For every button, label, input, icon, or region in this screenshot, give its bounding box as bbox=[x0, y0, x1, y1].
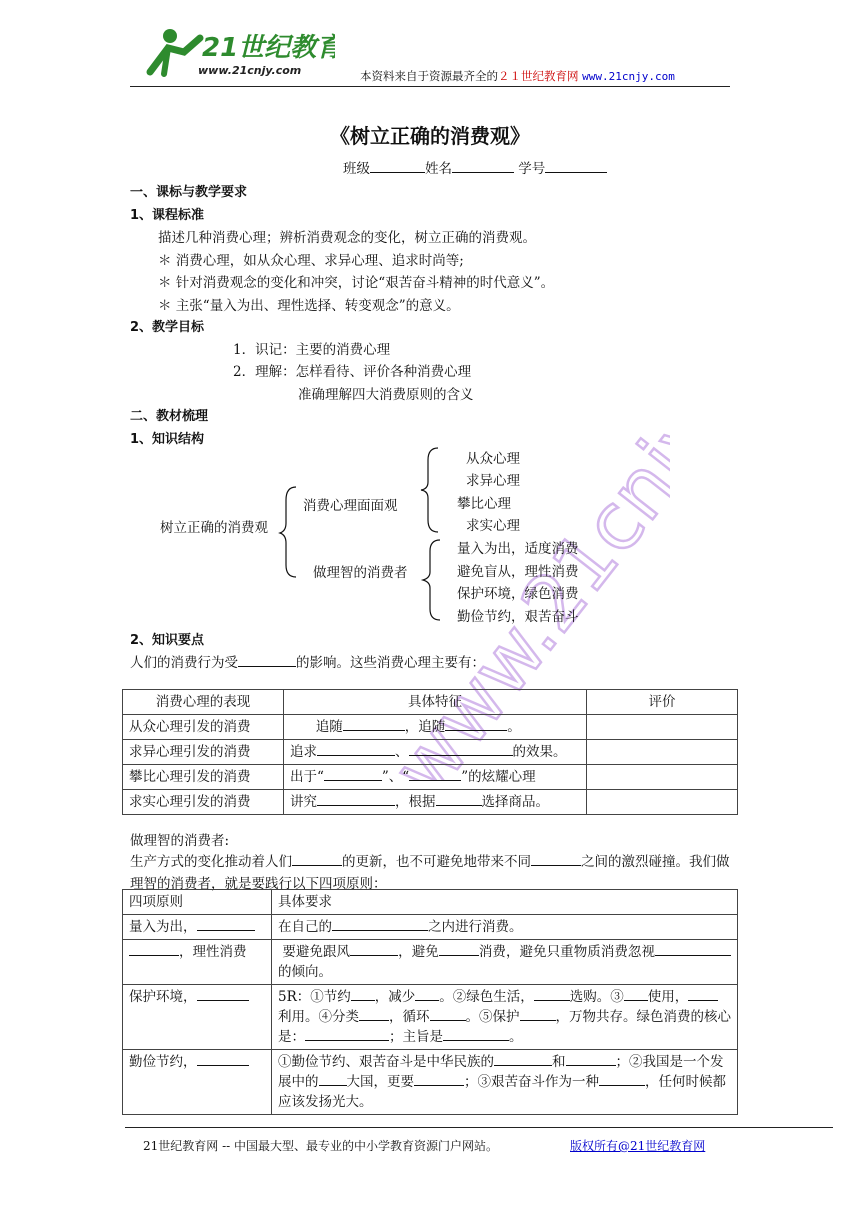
th-features: 具体特征 bbox=[284, 690, 587, 715]
text-part: ”的炫耀心理 bbox=[461, 769, 536, 785]
text-part: ，循环 bbox=[389, 1009, 430, 1025]
tree-b2-item-3: 保护环境，绿色消费 bbox=[457, 586, 579, 602]
tree-b1-item-3: 攀比心理 bbox=[457, 496, 511, 512]
knowledge-structure-heading: 1、知识结构 bbox=[130, 432, 205, 447]
row-features bbox=[284, 740, 587, 765]
text-part: ；②我国是一个发展中的 bbox=[278, 1054, 724, 1090]
blank[interactable] bbox=[436, 793, 482, 806]
text-part: 之内进行消费。 bbox=[428, 919, 523, 935]
name-blank[interactable] bbox=[452, 160, 514, 173]
intro-part-2: 的影响。这些消费心理主要有： bbox=[296, 655, 485, 671]
text-part: 。⑤保护 bbox=[465, 1009, 520, 1025]
text-part: 之间的激烈碰撞。我们做理智的消费者，就是要践行以下四项原则： bbox=[130, 854, 730, 892]
text-part: ；主旨是 bbox=[389, 1029, 443, 1045]
table-row bbox=[123, 715, 738, 740]
branch1-brace bbox=[418, 446, 442, 534]
row-evaluation[interactable] bbox=[587, 715, 738, 740]
text-part: 使用， bbox=[647, 989, 689, 1005]
blank[interactable] bbox=[599, 1073, 645, 1086]
tree-branch-2: 做理智的消费者 bbox=[313, 565, 408, 581]
table-row bbox=[123, 1050, 738, 1115]
table-header-row bbox=[123, 690, 738, 715]
tree-b2-item-2: 避免盲从，理性消费 bbox=[457, 564, 579, 580]
header-notice bbox=[360, 68, 675, 84]
blank[interactable] bbox=[324, 768, 382, 781]
intro-part-1: 人们的消费行为受 bbox=[130, 655, 238, 671]
table-row bbox=[123, 740, 738, 765]
logo-url: www.21cnjy.com bbox=[198, 64, 302, 77]
text-part: 生产方式的变化推动着人们 bbox=[130, 854, 292, 870]
text-part: ①勤俭节约、艰苦奋斗是中华民族的 bbox=[278, 1054, 494, 1070]
text-part: 量入为出， bbox=[129, 919, 197, 935]
blank[interactable] bbox=[129, 943, 179, 956]
row-evaluation[interactable] bbox=[587, 790, 738, 815]
four-principles-table bbox=[122, 889, 738, 1115]
blank[interactable] bbox=[319, 1073, 347, 1086]
blank[interactable] bbox=[317, 793, 395, 806]
text-part: 消费，避免只重物质消费忽视 bbox=[478, 944, 656, 960]
standard-point-3: ＊ 主张“量入为出、理性选择、转变观念”的意义。 bbox=[158, 298, 460, 314]
standard-point-2: ＊ 针对消费观念的变化和冲突，讨论“艰苦奋斗精神的时代意义”。 bbox=[158, 275, 555, 291]
tree-b1-item-1: 从众心理 bbox=[466, 451, 520, 467]
table-row bbox=[123, 765, 738, 790]
blank[interactable] bbox=[197, 1053, 249, 1066]
logo-wordmark: 21世纪教育 bbox=[202, 33, 335, 63]
text-part: 的效果。 bbox=[512, 744, 567, 760]
text-part: 要避免跟风 bbox=[282, 944, 351, 960]
th-evaluation: 评价 bbox=[587, 690, 738, 715]
text-part: ”、“ bbox=[381, 769, 410, 785]
footer-text: 21世纪教育网 -- 中国最大型、最专业的中小学教育资源门户网站。 bbox=[143, 1139, 499, 1153]
watermark-text: www.21cnjy.com bbox=[376, 380, 670, 780]
blank[interactable] bbox=[197, 988, 249, 1001]
footer-divider bbox=[125, 1127, 833, 1128]
branch2-brace bbox=[420, 538, 444, 622]
row-features bbox=[284, 790, 587, 815]
table-row bbox=[123, 915, 738, 940]
tree-b2-item-4: 勤俭节约，艰苦奋斗 bbox=[457, 609, 579, 625]
class-blank[interactable] bbox=[370, 160, 425, 173]
copyright-link[interactable]: 版权所有@21世纪教育网 bbox=[570, 1139, 706, 1153]
blank[interactable] bbox=[332, 918, 428, 931]
text-part: ，减少 bbox=[374, 989, 416, 1005]
text-part: 和 bbox=[552, 1054, 566, 1070]
blank[interactable] bbox=[445, 718, 507, 731]
table-row bbox=[123, 790, 738, 815]
table-row bbox=[123, 985, 738, 1050]
text-part: 。 bbox=[509, 1029, 523, 1045]
text-part: 选择商品。 bbox=[481, 794, 549, 810]
text-part: 5R：①节约 bbox=[278, 989, 351, 1005]
row-label: 从众心理引发的消费 bbox=[123, 715, 284, 740]
text-part: ，追随 bbox=[404, 719, 446, 735]
table-row bbox=[123, 940, 738, 985]
text-part: ；③艰苦奋斗作为一种 bbox=[464, 1074, 599, 1090]
blank[interactable] bbox=[197, 918, 255, 931]
goal-2: 2．理解：怎样看待、评价各种消费心理 bbox=[233, 364, 472, 380]
text-part: 追求 bbox=[290, 744, 317, 760]
id-label: 学号 bbox=[518, 161, 546, 177]
th-principle: 四项原则 bbox=[123, 890, 272, 915]
blank[interactable] bbox=[534, 988, 570, 1001]
text-part: 勤俭节约， bbox=[129, 1054, 197, 1070]
blank[interactable] bbox=[415, 988, 439, 1001]
text-part: 、 bbox=[395, 744, 409, 760]
principle-requirement bbox=[272, 985, 738, 1050]
blank[interactable] bbox=[409, 743, 513, 756]
blank[interactable] bbox=[439, 943, 479, 956]
blank[interactable] bbox=[520, 1008, 556, 1021]
row-label: 求异心理引发的消费 bbox=[123, 740, 284, 765]
tree-b2-item-1: 量入为出，适度消费 bbox=[457, 541, 579, 557]
text-part: 大国，更要 bbox=[346, 1074, 414, 1090]
blank[interactable] bbox=[414, 1073, 464, 1086]
row-features bbox=[284, 715, 587, 740]
header-divider bbox=[130, 86, 730, 87]
text-part: 。 bbox=[507, 719, 521, 735]
blank[interactable] bbox=[305, 1028, 389, 1041]
student-info-line bbox=[343, 157, 607, 177]
intro-blank[interactable] bbox=[238, 654, 296, 667]
principle-label bbox=[123, 915, 272, 940]
row-label: 求实心理引发的消费 bbox=[123, 790, 284, 815]
blank[interactable] bbox=[624, 988, 648, 1001]
knowledge-points-heading: 2、知识要点 bbox=[130, 633, 205, 648]
blank[interactable] bbox=[351, 988, 375, 1001]
text-part: 讲究 bbox=[290, 794, 317, 810]
text-part: 的更新，也不可避免地带来不同 bbox=[342, 854, 531, 870]
text-part: ，避免 bbox=[398, 944, 439, 960]
teaching-goals-heading: 2、教学目标 bbox=[130, 320, 205, 335]
knowledge-intro bbox=[130, 651, 485, 671]
blank[interactable] bbox=[350, 943, 398, 956]
page-title: 《树立正确的消费观》 bbox=[330, 124, 530, 148]
text-part: 选购。③ bbox=[569, 989, 624, 1005]
blank[interactable] bbox=[494, 1053, 552, 1066]
blank[interactable] bbox=[531, 853, 581, 866]
blank[interactable] bbox=[343, 718, 405, 731]
blank[interactable] bbox=[359, 1008, 389, 1021]
notice-prefix: 本资料来自于资源最齐全的 bbox=[360, 69, 498, 83]
notice-site-link[interactable]: www.21cnjy.com bbox=[582, 70, 675, 83]
blank[interactable] bbox=[655, 943, 731, 956]
text-part: 的倾向。 bbox=[278, 964, 332, 980]
principle-label bbox=[123, 985, 272, 1050]
blank[interactable] bbox=[430, 1008, 466, 1021]
section1-heading: 一、课标与教学要求 bbox=[130, 185, 248, 200]
principle-requirement bbox=[272, 915, 738, 940]
table-header-row bbox=[123, 890, 738, 915]
blank[interactable] bbox=[566, 1053, 616, 1066]
row-features bbox=[284, 765, 587, 790]
class-label: 班级 bbox=[343, 161, 370, 177]
tree-branch-1: 消费心理面面观 bbox=[303, 498, 398, 514]
standard-text: 描述几种消费心理；辨析消费观念的变化，树立正确的消费观。 bbox=[158, 230, 536, 246]
section2-heading: 二、教材梳理 bbox=[130, 409, 209, 424]
text-part: 出于“ bbox=[290, 769, 324, 785]
name-label: 姓名 bbox=[425, 161, 452, 177]
consumer-psychology-table bbox=[122, 689, 738, 815]
text-part: ，万物共存。绿色消费的核心是： bbox=[278, 1009, 731, 1045]
text-part: 利用。④分类 bbox=[278, 1009, 359, 1025]
rational-heading: 做理智的消费者: bbox=[130, 833, 230, 849]
text-part: 在自己的 bbox=[278, 919, 332, 935]
text-part: ，任何时候都应该发扬光大。 bbox=[278, 1074, 726, 1110]
row-evaluation[interactable] bbox=[587, 740, 738, 765]
principle-label bbox=[123, 940, 272, 985]
tree-root: 树立正确的消费观 bbox=[160, 520, 268, 536]
id-blank[interactable] bbox=[545, 160, 607, 173]
tree-b1-item-4: 求实心理 bbox=[466, 518, 520, 534]
blank[interactable] bbox=[292, 853, 342, 866]
text-part: ，根据 bbox=[395, 794, 436, 810]
row-evaluation[interactable] bbox=[587, 765, 738, 790]
blank[interactable] bbox=[443, 1028, 509, 1041]
blank[interactable] bbox=[409, 768, 461, 781]
th-requirement: 具体要求 bbox=[272, 890, 738, 915]
site-logo bbox=[140, 22, 335, 84]
text-part: 保护环境， bbox=[129, 989, 197, 1005]
goal-1: 1．识记：主要的消费心理 bbox=[233, 342, 391, 358]
principle-label bbox=[123, 1050, 272, 1115]
text-part: 追随 bbox=[315, 719, 343, 735]
goal-3: 准确理解四大消费原则的含义 bbox=[298, 387, 474, 403]
text-part: 。②绿色生活， bbox=[439, 989, 534, 1005]
tree-root-brace bbox=[278, 485, 300, 580]
th-psychology: 消费心理的表现 bbox=[123, 690, 284, 715]
tree-b1-item-2: 求异心理 bbox=[466, 473, 520, 489]
principle-requirement bbox=[272, 940, 738, 985]
standard-point-1: ＊ 消费心理，如从众心理、求异心理、追求时尚等; bbox=[158, 253, 464, 269]
blank[interactable] bbox=[317, 743, 395, 756]
notice-brand: ２１世纪教育网 bbox=[498, 69, 579, 83]
course-standard-heading: 1、课程标准 bbox=[130, 208, 205, 223]
text-part: ，理性消费 bbox=[179, 944, 247, 960]
blank[interactable] bbox=[688, 988, 718, 1001]
principle-requirement bbox=[272, 1050, 738, 1115]
row-label: 攀比心理引发的消费 bbox=[123, 765, 284, 790]
